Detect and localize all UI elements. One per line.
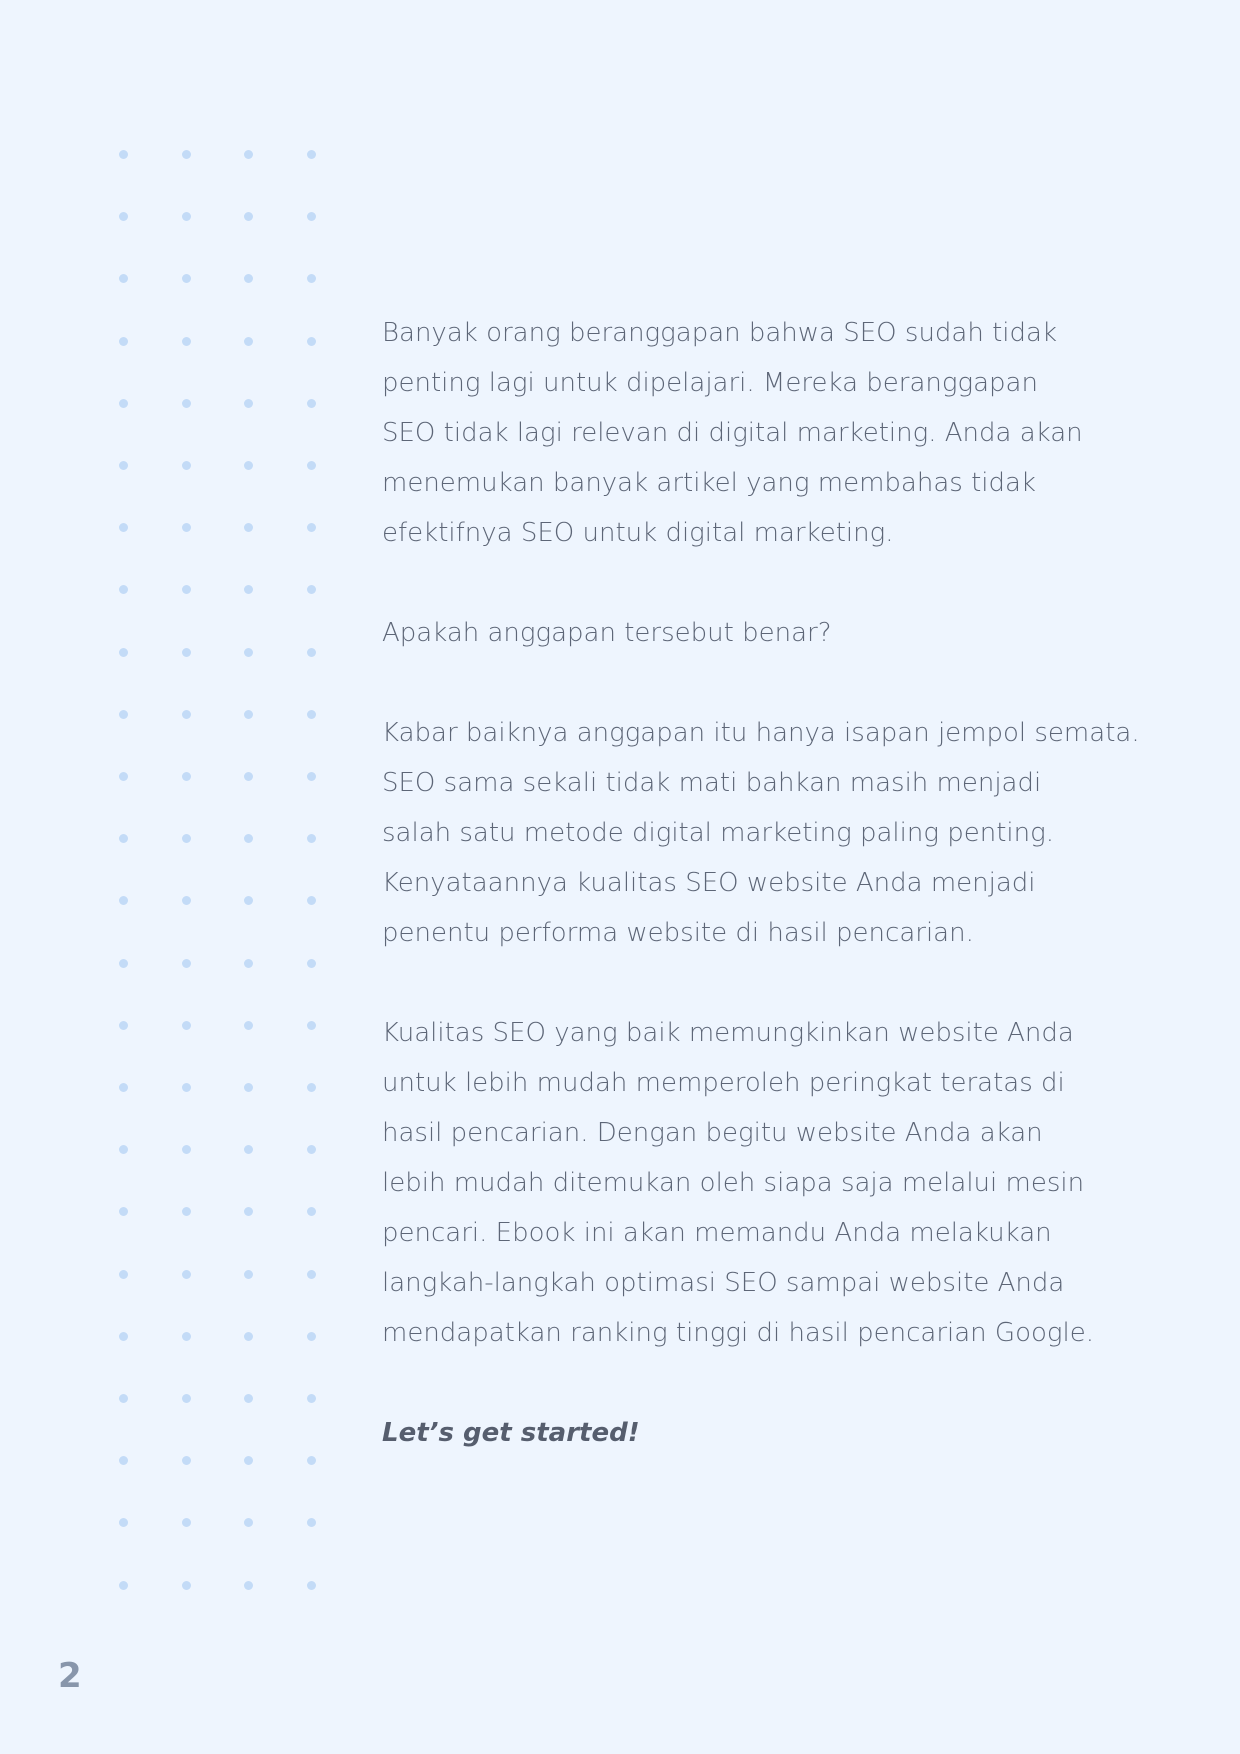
decorative-dot — [119, 896, 128, 905]
decorative-dot — [182, 150, 191, 159]
decorative-dot — [182, 399, 191, 408]
decorative-dot — [307, 1207, 316, 1216]
text-line: untuk lebih mudah memperoleh peringkat teratas di — [382, 1068, 1065, 1098]
text-line: menemukan banyak artikel yang membahas tidak — [382, 468, 1036, 498]
decorative-dot — [119, 1145, 128, 1154]
decorative-dot — [307, 399, 316, 408]
decorative-dot — [182, 337, 191, 346]
decorative-dot — [182, 523, 191, 532]
decorative-dot — [307, 1021, 316, 1030]
decorative-dot — [182, 710, 191, 719]
decorative-dot — [182, 1456, 191, 1465]
decorative-dot — [244, 1021, 253, 1030]
text-line: penentu performa website di hasil pencarian. — [382, 918, 974, 948]
decorative-dot — [119, 461, 128, 470]
decorative-dot — [307, 1581, 316, 1590]
text-line: hasil pencarian. Dengan begitu website Anda akan — [382, 1118, 1043, 1148]
decorative-dot — [244, 337, 253, 346]
decorative-dot — [244, 959, 253, 968]
text-line: lebih mudah ditemukan oleh siapa saja melalui mesin — [382, 1168, 1085, 1198]
decorative-dot — [182, 1332, 191, 1341]
decorative-dot — [244, 772, 253, 781]
decorative-dot — [307, 1518, 316, 1527]
decorative-dot — [182, 585, 191, 594]
decorative-dot — [244, 1083, 253, 1092]
decorative-dot — [182, 274, 191, 283]
paragraph-4 — [382, 1008, 1142, 1358]
decorative-dot — [119, 337, 128, 346]
decorative-dot — [119, 959, 128, 968]
decorative-dot — [119, 834, 128, 843]
decorative-dot — [244, 1581, 253, 1590]
decorative-dot — [119, 1207, 128, 1216]
decorative-dot — [307, 1083, 316, 1092]
decorative-dot — [307, 212, 316, 221]
text-line: efektifnya SEO untuk digital marketing. — [382, 518, 894, 548]
decorative-dot — [182, 1518, 191, 1527]
decorative-dot — [307, 1332, 316, 1341]
decorative-dot — [182, 461, 191, 470]
decorative-dot — [182, 896, 191, 905]
decorative-dot — [307, 461, 316, 470]
decorative-dot — [119, 1021, 128, 1030]
decorative-dot — [182, 959, 191, 968]
decorative-dot — [307, 959, 316, 968]
page-number: 2 — [58, 1656, 82, 1696]
decorative-dot-grid — [119, 150, 319, 1600]
decorative-dot — [244, 212, 253, 221]
decorative-dot — [119, 1456, 128, 1465]
intro-text — [382, 308, 1142, 1458]
text-line: Banyak orang beranggapan bahwa SEO sudah tidak — [382, 318, 1058, 348]
text-line: SEO tidak lagi relevan di digital marketing. Anda akan — [382, 418, 1083, 448]
decorative-dot — [244, 1394, 253, 1403]
decorative-dot — [119, 523, 128, 532]
decorative-dot — [244, 1270, 253, 1279]
decorative-dot — [307, 274, 316, 283]
text-line: mendapatkan ranking tinggi di hasil pencarian Google. — [382, 1318, 1094, 1348]
decorative-dot — [307, 710, 316, 719]
decorative-dot — [307, 648, 316, 657]
text-line: Apakah anggapan tersebut benar? — [382, 618, 832, 648]
text-line: Kualitas SEO yang baik memungkinkan website Anda — [382, 1018, 1074, 1048]
decorative-dot — [307, 896, 316, 905]
decorative-dot — [307, 1456, 316, 1465]
decorative-dot — [244, 648, 253, 657]
text-line: SEO sama sekali tidak mati bahkan masih menjadi — [382, 768, 1042, 798]
decorative-dot — [182, 1145, 191, 1154]
text-line: Kabar baiknya anggapan itu hanya isapan jempol semata. — [382, 718, 1140, 748]
decorative-dot — [307, 772, 316, 781]
decorative-dot — [244, 523, 253, 532]
decorative-dot — [119, 150, 128, 159]
decorative-dot — [119, 772, 128, 781]
decorative-dot — [119, 648, 128, 657]
decorative-dot — [182, 834, 191, 843]
text-line: pencari. Ebook ini akan memandu Anda melakukan — [382, 1218, 1052, 1248]
decorative-dot — [119, 585, 128, 594]
closing-line: Let’s get started! — [382, 1418, 640, 1448]
decorative-dot — [244, 150, 253, 159]
decorative-dot — [244, 1332, 253, 1341]
decorative-dot — [182, 1207, 191, 1216]
decorative-dot — [307, 1394, 316, 1403]
decorative-dot — [244, 1207, 253, 1216]
text-line: Kenyataannya kualitas SEO website Anda menjadi — [382, 868, 1036, 898]
decorative-dot — [307, 834, 316, 843]
decorative-dot — [244, 1456, 253, 1465]
decorative-dot — [119, 710, 128, 719]
decorative-dot — [307, 585, 316, 594]
decorative-dot — [119, 1332, 128, 1341]
decorative-dot — [182, 1270, 191, 1279]
decorative-dot — [244, 1518, 253, 1527]
decorative-dot — [182, 1021, 191, 1030]
decorative-dot — [119, 1518, 128, 1527]
paragraph-1 — [382, 308, 1142, 558]
decorative-dot — [307, 1270, 316, 1279]
text-line: salah satu metode digital marketing paling penting. — [382, 818, 1054, 848]
decorative-dot — [119, 1394, 128, 1403]
decorative-dot — [244, 1145, 253, 1154]
decorative-dot — [119, 1270, 128, 1279]
decorative-dot — [307, 337, 316, 346]
decorative-dot — [182, 1581, 191, 1590]
text-line: penting lagi untuk dipelajari. Mereka beranggapan — [382, 368, 1038, 398]
decorative-dot — [244, 274, 253, 283]
decorative-dot — [119, 274, 128, 283]
paragraph-3 — [382, 708, 1142, 958]
decorative-dot — [119, 399, 128, 408]
decorative-dot — [244, 585, 253, 594]
decorative-dot — [182, 648, 191, 657]
decorative-dot — [307, 523, 316, 532]
decorative-dot — [244, 399, 253, 408]
decorative-dot — [182, 212, 191, 221]
decorative-dot — [119, 1581, 128, 1590]
decorative-dot — [244, 710, 253, 719]
decorative-dot — [182, 1083, 191, 1092]
decorative-dot — [182, 772, 191, 781]
decorative-dot — [182, 1394, 191, 1403]
decorative-dot — [119, 212, 128, 221]
decorative-dot — [244, 896, 253, 905]
text-line: langkah-langkah optimasi SEO sampai website Anda — [382, 1268, 1065, 1298]
paragraph-2 — [382, 608, 1142, 658]
decorative-dot — [307, 150, 316, 159]
decorative-dot — [244, 834, 253, 843]
decorative-dot — [244, 461, 253, 470]
decorative-dot — [119, 1083, 128, 1092]
decorative-dot — [307, 1145, 316, 1154]
